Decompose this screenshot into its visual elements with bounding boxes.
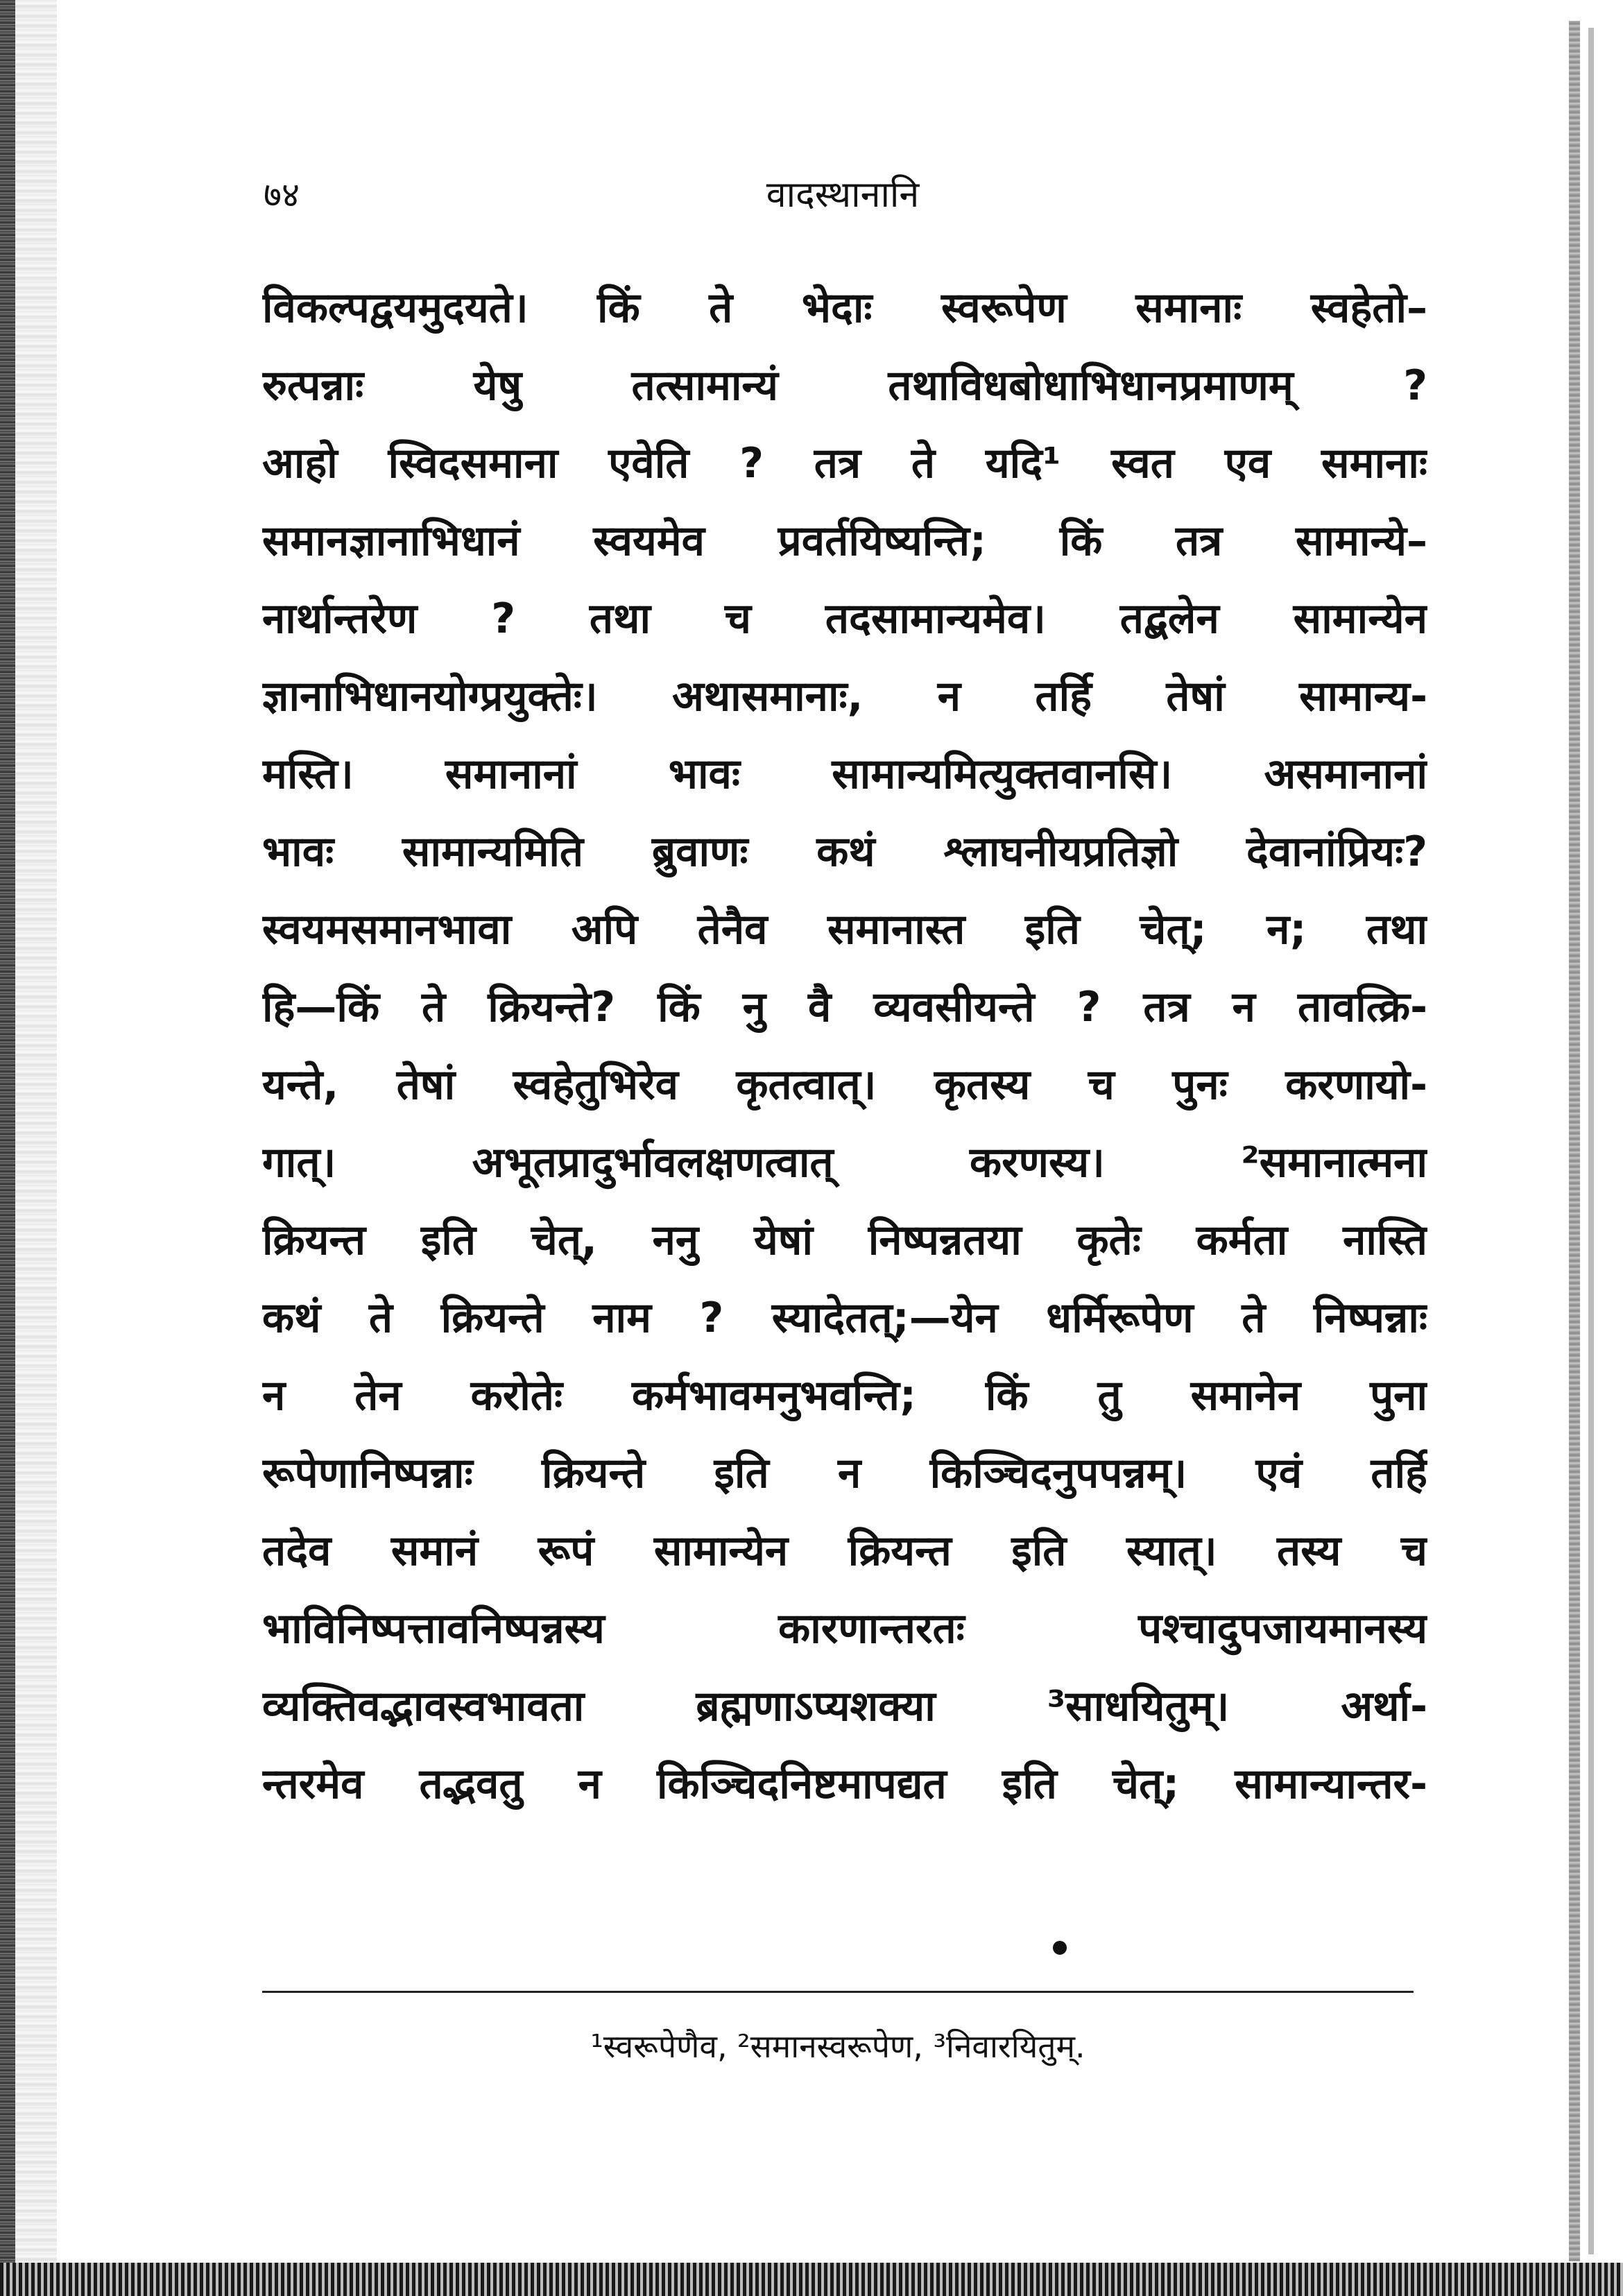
running-title: वादस्थानानि (766, 174, 920, 216)
text-line: क्रियन्त इति चेत्, ननु येषां निष्पन्नतया कृतेः कर्मता नास्ति (262, 1216, 1427, 1265)
text-line: कथं ते क्रियन्ते नाम ? स्यादेतत्;—येन धर्मिरूपेण ते निष्पन्नाः (262, 1294, 1427, 1342)
text-line: यन्ते, तेषां स्वहेतुभिरेव कृतत्वात्। कृतस्य च पुनः करणायो- (262, 1061, 1427, 1109)
text-line: गात्। अभूतप्रादुर्भावलक्षणत्वात् करणस्य। ²समानात्मना (262, 1138, 1427, 1187)
text-line: तदेव समानं रूपं सामान्येन क्रियन्त इति स्यात्। तस्य च (262, 1527, 1427, 1575)
footnote-divider (262, 1991, 1414, 1993)
scan-bottom-edge (0, 2263, 1623, 2296)
scan-right-edge (1569, 21, 1580, 2261)
page-number: ७४ (264, 175, 300, 215)
text-line: रूपेणानिष्पन्नाः क्रियन्ते इति न किञ्चिदनुपपन्नम्। एवं तर्हि (262, 1449, 1427, 1498)
text-line: विकल्पद्वयमुदयते। किं ते भेदाः स्वरूपेण समानाः स्वहेतो– (262, 284, 1427, 332)
text-line: न तेन करोतेः कर्मभावमनुभवन्ति; किं तु समानेन पुना (262, 1371, 1427, 1420)
text-line: भावः सामान्यमिति ब्रुवाणः कथं श्लाघनीयप्रतिज्ञो देवानांप्रियः? (262, 828, 1427, 876)
text-line: समानज्ञानाभिधानं स्वयमेव प्रवर्तयिष्यन्ति; किं तत्र सामान्ये– (262, 517, 1427, 565)
scan-left-edge (0, 0, 15, 2296)
scan-right-binding (1588, 28, 1594, 2254)
text-line: भाविनिष्पत्तावनिष्पन्नस्य कारणान्तरतः पश्चादुपजायमानस्य (262, 1604, 1427, 1653)
ink-dot (1053, 1941, 1067, 1955)
text-line: ज्ञानाभिधानयोग्प्रयुक्तेः। अथासमानाः, न तर्हि तेषां सामान्य- (262, 672, 1427, 721)
body-text (262, 269, 1427, 1823)
text-line: रुत्पन्नाः येषु तत्सामान्यं तथाविधबोधाभिधानप्रमाणम् ? (262, 361, 1427, 410)
text-line: नार्थान्तरेण ? तथा च तदसामान्यमेव। तद्बलेन सामान्येन (262, 594, 1427, 643)
text-line: आहो स्विदसमाना एवेति ? तत्र ते यदि¹ स्वत एव समानाः (262, 439, 1427, 488)
text-line: स्वयमसमानभावा अपि तेनैव समानास्त इति चेत्; न; तथा (262, 905, 1427, 954)
text-line: मस्ति। समानानां भावः सामान्यमित्युक्तवानसि। असमानानां (262, 750, 1427, 798)
text-line: हि—किं ते क्रियन्ते? किं नु वै व्यवसीयन्ते ? तत्र न तावत्क्रि- (262, 983, 1427, 1031)
scan-left-shadow (15, 0, 57, 2296)
text-line: न्तरमेव तद्भवतु न किञ्चिदनिष्टमापद्यत इति चेत्; सामान्यान्तर- (262, 1760, 1427, 1808)
footnotes: ¹स्वरूपेणैव, ²समानस्वरूपेण, ³निवारयितुम्. (590, 2028, 1085, 2065)
text-line: व्यक्तिवद्भावस्वभावता ब्रह्मणाऽप्यशक्या ³साधयितुम्। अर्था- (262, 1682, 1427, 1731)
page-header (264, 171, 1422, 219)
